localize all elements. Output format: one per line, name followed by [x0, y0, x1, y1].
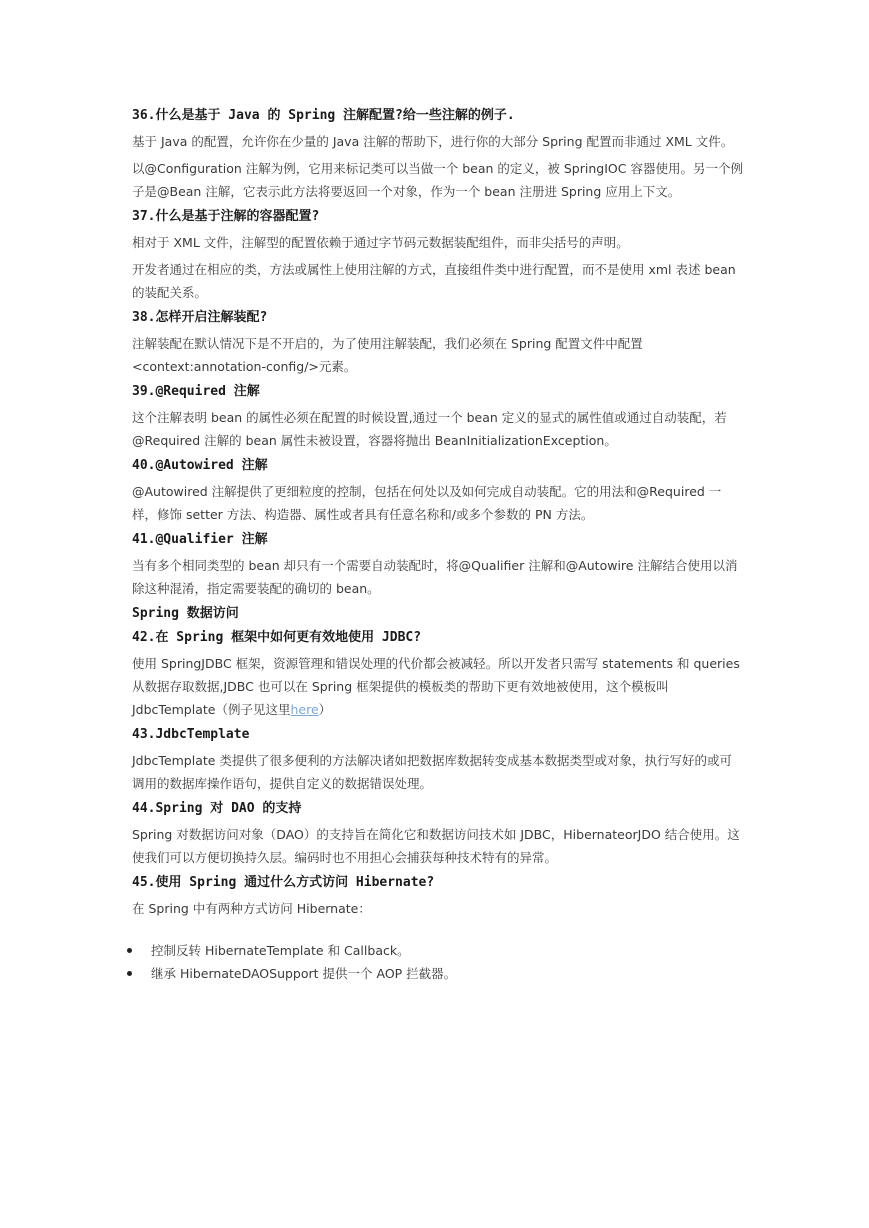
heading-37: 37.什么是基于注解的容器配置? — [132, 209, 320, 224]
paragraph-37-2: 开发者通过在相应的类，方法或属性上使用注解的方式，直接组件类中进行配置，而不是使用 xml 表述 bean 的装配关系。 — [132, 262, 736, 300]
paragraph-43: JdbcTemplate 类提供了很多便利的方法解决诸如把数据库数据转变成基本数据类型或对象，执行写好的或可调用的数据库操作语句，提供自定义的数据错误处理。 — [132, 753, 732, 791]
paragraph-38: 注解装配在默认情况下是不开启的，为了使用注解装配，我们必须在 Spring 配置文件中配置<context:annotation-config/>元素。 — [132, 336, 643, 374]
heading-42: 42.在 Spring 框架中如何更有效地使用 JDBC? — [132, 630, 422, 645]
heading-41: 41.@Qualifier 注解 — [132, 532, 268, 547]
list-item — [132, 939, 744, 962]
list-item-text: 控制反转 HibernateTemplate 和 Callback。 — [151, 943, 410, 958]
heading-36: 36.什么是基于 Java 的 Spring 注解配置?给一些注解的例子. — [132, 108, 515, 123]
paragraph-39: 这个注解表明 bean 的属性必须在配置的时候设置,通过一个 bean 定义的显式的属性值或通过自动装配，若@Required 注解的 bean 属性未被设置，容器将抛出 BeanInitializationException。 — [132, 410, 727, 448]
paragraph-36-2: 以@Configuration 注解为例，它用来标记类可以当做一个 bean 的定义，被 SpringIOC 容器使用。另一个例子是@Bean 注解，它表示此方法将要返回一个对象，作为一个 bean 注册进 Spring 应用上下文。 — [132, 161, 743, 199]
list-item — [132, 962, 744, 985]
paragraph-45: 在 Spring 中有两种方式访问 Hibernate： — [132, 901, 371, 916]
heading-spring-data-access: Spring 数据访问 — [132, 606, 239, 621]
bullet-icon — [127, 971, 132, 976]
heading-39: 39.@Required 注解 — [132, 384, 260, 399]
bullet-list — [132, 939, 744, 985]
paragraph-37-1: 相对于 XML 文件，注解型的配置依赖于通过字节码元数据装配组件，而非尖括号的声明。 — [132, 235, 629, 250]
heading-45: 45.使用 Spring 通过什么方式访问 Hibernate? — [132, 875, 435, 890]
document-body — [132, 106, 744, 985]
paragraph-41: 当有多个相同类型的 bean 却只有一个需要自动装配时，将@Qualifier 注解和@Autowire 注解结合使用以消除这种混淆，指定需要装配的确切的 bean。 — [132, 558, 738, 596]
list-item-text: 继承 HibernateDAOSupport 提供一个 AOP 拦截器。 — [151, 966, 457, 981]
heading-44: 44.Spring 对 DAO 的支持 — [132, 801, 302, 816]
paragraph-44: Spring 对数据访问对象（DAO）的支持旨在简化它和数据访问技术如 JDBC，HibernateorJDO 结合使用。这使我们可以方便切换持久层。编码时也不用担心会捕获每种技术特有的异常。 — [132, 827, 740, 865]
paragraph-36-1: 基于 Java 的配置，允许你在少量的 Java 注解的帮助下，进行你的大部分 Spring 配置而非通过 XML 文件。 — [132, 134, 734, 149]
paragraph-40: @Autowired 注解提供了更细粒度的控制，包括在何处以及如何完成自动装配。它的用法和@Required 一样，修饰 setter 方法、构造器、属性或者具有任意名称和/或多个参数的 PN 方法。 — [132, 484, 722, 522]
paragraph-42-tail: ） — [318, 702, 332, 717]
paragraph-42 — [132, 652, 744, 721]
here-link[interactable]: here — [290, 702, 319, 717]
heading-40: 40.@Autowired 注解 — [132, 458, 268, 473]
bullet-icon — [127, 948, 132, 953]
heading-38: 38.怎样开启注解装配? — [132, 310, 268, 325]
paragraph-42-text: 使用 SpringJDBC 框架，资源管理和错误处理的代价都会被减轻。所以开发者只需写 statements 和 queries 从数据存取数据,JDBC 也可以在 Spring 框架提供的模板类的帮助下更有效地被使用，这个模板叫 JdbcTemplate（例子见这里 — [132, 656, 740, 717]
heading-43: 43.JdbcTemplate — [132, 727, 250, 742]
